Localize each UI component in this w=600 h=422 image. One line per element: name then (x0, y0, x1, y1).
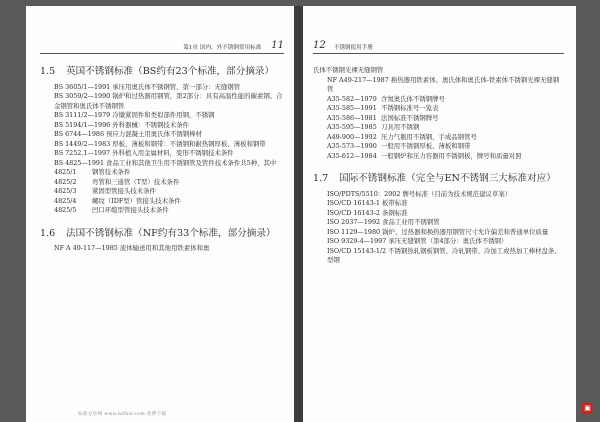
standard-item (313, 142, 564, 152)
standard-entry: NF A 49-117—1985 流体输送用和其他用铁素体和奥 (54, 244, 210, 252)
standard-item (313, 152, 564, 162)
sub-standard-item (40, 168, 284, 178)
standard-entry: ISO/CD 15143-1/2 不锈钢热轧钢板钢管、冷轧钢带、冷加工或热加工棒材盘条、型钢 (327, 246, 561, 264)
standard-code: A35-586—1981 (327, 113, 377, 122)
section-title: 英国不锈钢标准（BS约有23个标准，部分摘录） (66, 66, 275, 77)
standard-entry: BS 6744—1986 预应力混凝土用奥氏体不锈钢棒材 (54, 130, 202, 138)
left-page-number: 11 (271, 40, 284, 51)
standard-code: A35-582—1979 (327, 94, 377, 103)
section-title: 国际不锈钢标准（完全与EN不锈钢三大标准对应） (339, 173, 556, 184)
sub-standard-item (40, 197, 284, 207)
sub-standard-text: 钢管技术条件 (92, 168, 131, 176)
sub-standard-text: 弯管和三通管（T型）技术条件 (92, 177, 180, 186)
sub-standard-code: 4825/1 (54, 168, 77, 176)
standard-text: 一般用不锈钢厚板、薄板和钢带 (381, 142, 471, 150)
standard-entry: ISO 9329-4—1997 承压无缝钢管（第4部分：奥氏体不锈钢） (327, 237, 508, 245)
standard-text: 压力气瓶用不锈钢，手成品钢管号 (381, 132, 477, 141)
standard-text: 法国标准不锈钢牌号 (381, 113, 439, 122)
standard-text: 含氮奥氏体不锈钢牌号 (381, 94, 445, 103)
standard-entry: BS 5194/1—1996 外科器械：不锈钢技术条件 (54, 120, 189, 129)
section-number: 1.5 (40, 66, 56, 77)
standard-item (313, 104, 564, 114)
standard-code: A35-573—1990 (327, 142, 377, 150)
standard-entry: ISO/PDTS/5510：2002 牌号标准（目前为技术规范建议草案） (327, 189, 512, 198)
right-page (303, 6, 576, 422)
standard-entry: BS 7252.1—1997 外科植入用金属材料，变形不锈钢技术条件 (54, 149, 234, 157)
right-page-number: 12 (313, 40, 326, 51)
standard-code: A35-612—1984 (327, 151, 377, 160)
sub-standard-item (40, 178, 284, 188)
standard-entry: ISO/CD 16143-2 条钢标准 (327, 208, 408, 217)
standard-entry: ISO 2037—1992 食品工业用不锈钢管 (327, 218, 440, 226)
standard-item (313, 133, 564, 143)
standard-entry: BS 1449/2—1983 厚板、薄板和钢带：不锈钢和耐热钢厚板、薄板和钢带 (54, 139, 266, 148)
sub-standard-item (40, 187, 284, 197)
section-1-6-heading (40, 228, 284, 241)
continued-line: 氏体不锈钢光裸无缝钢管 (313, 66, 384, 74)
standard-entry: NF A49-217—1987 换热器用铁素体、奥氏体和奥氏体-铁素体不锈钢光裸无缝钢管 (327, 75, 560, 93)
standard-code: A49-900—1992 (327, 132, 377, 141)
standard-code: A35-595—1985 (327, 123, 377, 131)
right-content (313, 66, 564, 266)
section-1-7-heading (313, 173, 564, 186)
sub-standard-code: 4825/4 (54, 196, 77, 205)
left-header-title: 第1章 国内、外不锈钢常用标准 (183, 45, 262, 51)
left-footer: 标准分享网 www.bzfxw.com 免费下载 (78, 412, 167, 417)
section-1-5-heading (40, 66, 284, 79)
right-header-title: 不锈钢使用手册 (333, 45, 373, 51)
standard-text: 一般钢炉和压力容器用不锈钢板，牌号和质量对照 (381, 151, 522, 160)
standard-item (313, 114, 564, 124)
sub-standard-text: 凹口环缆型管接头技术条件 (92, 206, 169, 214)
left-page (26, 6, 294, 422)
section-number: 1.6 (40, 227, 56, 239)
standard-entry: ISO/CD 16143-1 板带标准 (327, 199, 408, 207)
standard-item (313, 95, 564, 105)
sub-standard-code: 4825/5 (54, 206, 77, 214)
book-spine (294, 6, 303, 422)
standard-item (313, 123, 564, 133)
left-running-header (40, 32, 284, 54)
sub-standard-item (40, 206, 284, 216)
sub-standard-code: 4825/3 (54, 187, 77, 195)
right-running-header (313, 32, 564, 54)
sub-standard-code: 4825/2 (54, 177, 77, 186)
section-title: 法国不锈钢标准（NF约有33个标准，部分摘录） (66, 227, 276, 239)
left-content (40, 66, 284, 254)
pdf-icon[interactable]: ▣ (582, 403, 593, 414)
standard-entry: BS 4825—1991 食品工业和其他卫生用不锈钢管及管件技术条件共5种，其中 (54, 158, 277, 167)
section-number: 1.7 (313, 173, 329, 184)
standard-entry: BS 3059/2—1990 锅炉和过热器用钢管，第2部分：具有高温性能的碳素钢、合金钢管和奥氏体不锈钢管 (54, 92, 283, 110)
standard-code: A35-585—1991 (327, 104, 377, 112)
sub-standard-text: 螺纹（IDF型）管接头技术条件 (92, 196, 181, 205)
standard-entry: BS 3111/2—1979 冷镦紧固件和类似部件用钢，不锈钢 (54, 111, 215, 119)
standard-entry: ISO 1129—1980 锅炉、过热器和换热器用钢管尺寸允许偏差和普通单位质量 (327, 227, 549, 236)
standard-text: 不锈钢标准号一览表 (381, 104, 439, 112)
sub-standard-text: 紧固型管接头技术条件 (92, 187, 156, 195)
standard-entry: BS 3605/1—1991 承压用奥氏体不锈钢管，第一部分：无缝钢管 (54, 82, 241, 91)
standard-text: 刀具用不锈钢 (381, 123, 420, 131)
